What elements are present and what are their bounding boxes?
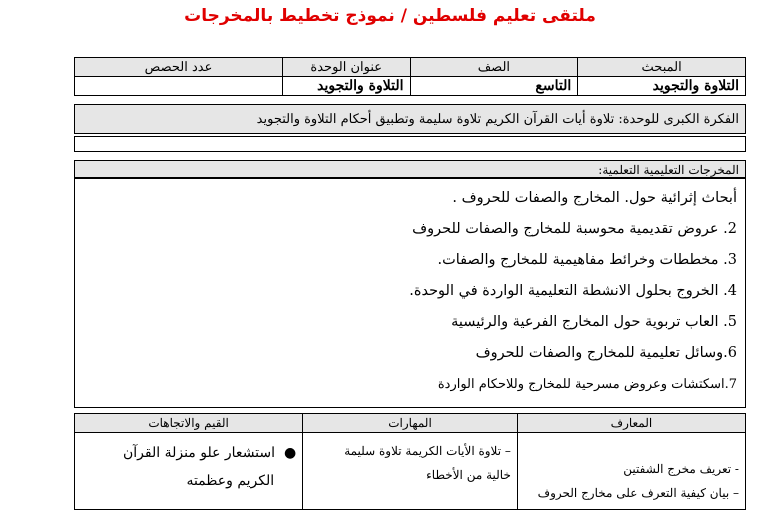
header-values: القيم والاتجاهات [75, 414, 303, 433]
outcomes-list [74, 178, 746, 408]
outcome-item: أبحاث إثرائية حول. المخارج والصفات للحروف . [452, 190, 737, 206]
header-grade: الصف [410, 58, 578, 77]
bottom-table [74, 413, 746, 510]
skills-cell [303, 433, 518, 510]
outcomes-header: المخرجات التعليمية التعلمية: [74, 160, 746, 178]
outcome-item: 3. مخططات وخرائط مفاهيمية للمخارج والصفات. [437, 252, 737, 268]
outcome-item: 7.اسكتشات وعروض مسرحية للمخارج وللاحكام الواردة [437, 377, 737, 392]
bullet-icon: ● [283, 445, 297, 461]
values-item: الكريم وعظمته [186, 473, 275, 489]
skills-item: – تلاوة الأيات الكريمة تلاوة سليمة [344, 444, 511, 458]
values-cell [75, 433, 303, 510]
outcome-item: 5. العاب تربوية حول المخارج الفرعية والرئيسية [451, 314, 737, 330]
knowledge-item: – بيان كيفية التعرف على مخارج الحروف [537, 486, 739, 500]
outcome-item: 4. الخروج بحلول الانشطة التعليمية الواردة في الوحدة. [409, 283, 737, 299]
big-idea-blank-row [74, 136, 746, 152]
info-table [74, 57, 746, 96]
header-skills: المهارات [303, 414, 518, 433]
value-lesson-count [75, 77, 283, 96]
big-idea: الفكرة الكبرى للوحدة: تلاوة أيات القرآن الكريم تلاوة سليمة وتطبيق أحكام التلاوة والتجويد [74, 104, 746, 134]
value-grade: التاسع [410, 77, 578, 96]
header-subject: المبحث [578, 58, 746, 77]
knowledge-item: - تعريف مخرج الشفتين [623, 462, 739, 476]
values-item: ● استشعار علو منزلة القرآن [122, 445, 297, 461]
page-title: ملتقى تعليم فلسطين / نموذج تخطيط بالمخرجات [184, 6, 596, 26]
header-lesson-count: عدد الحصص [75, 58, 283, 77]
outcome-item: 6.وسائل تعليمية للمخارج والصفات للحروف [475, 345, 737, 361]
outcome-item: 2. عروض تقديمية محوسبة للمخارج والصفات للحروف [412, 221, 737, 237]
header-unit-title: عنوان الوحدة [283, 58, 410, 77]
skills-item: خالية من الأخطاء [426, 468, 511, 482]
header-knowledge: المعارف [517, 414, 745, 433]
knowledge-cell [517, 433, 745, 510]
value-unit-title: التلاوة والتجويد [283, 77, 410, 96]
value-subject: التلاوة والتجويد [578, 77, 746, 96]
